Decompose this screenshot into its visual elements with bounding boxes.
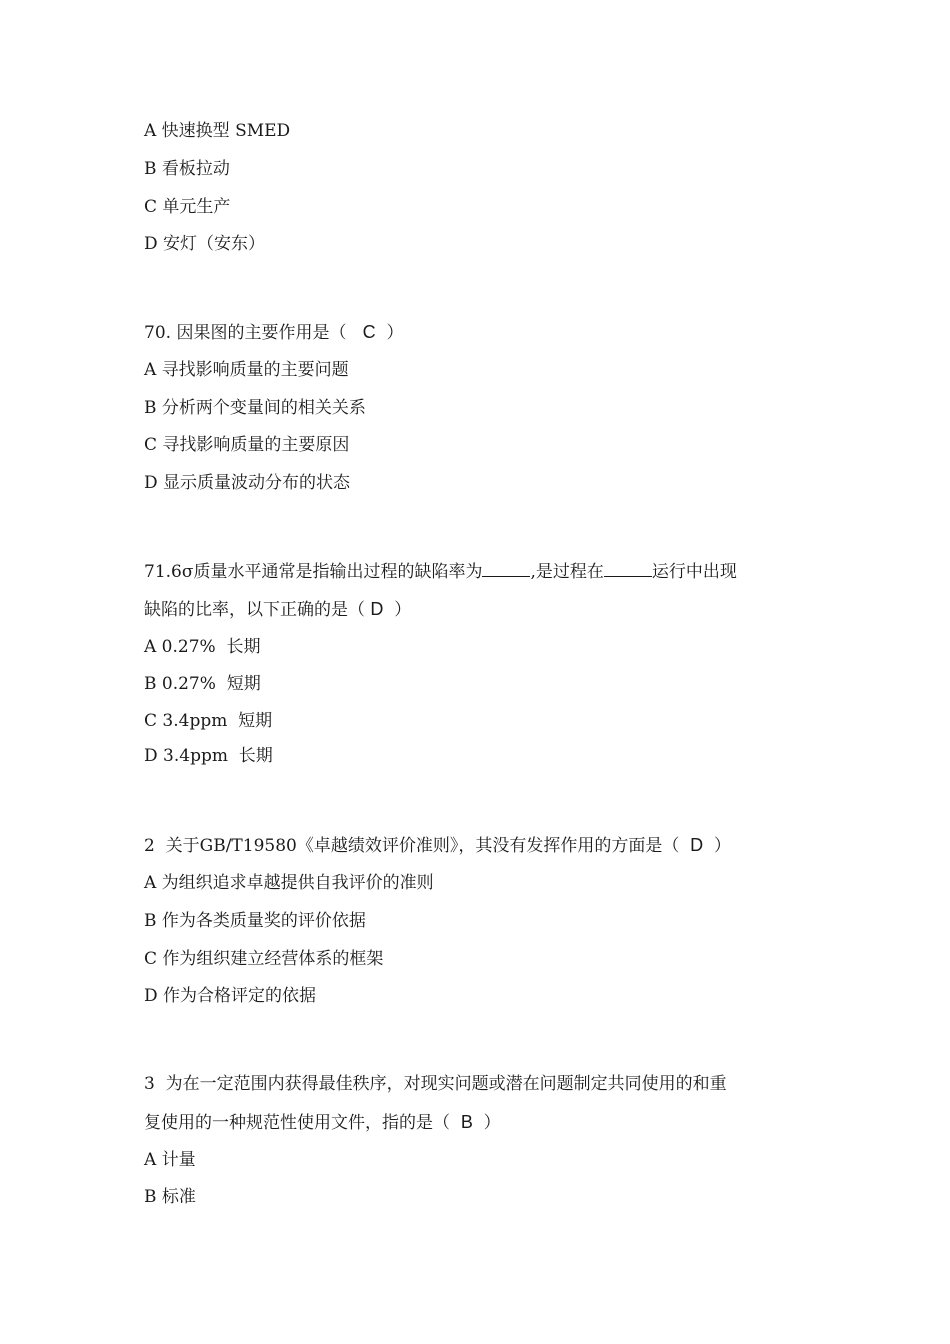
option-text: C 作为组织建立经营体系的框架 bbox=[144, 949, 384, 969]
question-text: 70. 因果图的主要作用是（ bbox=[144, 323, 347, 343]
question-stem bbox=[144, 321, 403, 344]
option-text: D 安灯（安东） bbox=[144, 234, 266, 254]
question-close-paren: ） bbox=[394, 600, 412, 620]
option-text: D 作为合格评定的依据 bbox=[144, 986, 317, 1006]
question-text: 复使用的一种规范性使用文件，指的是（ bbox=[144, 1113, 450, 1133]
answer-letter: D bbox=[370, 599, 384, 619]
question-stem bbox=[144, 598, 411, 621]
option-text: B 看板拉动 bbox=[144, 159, 230, 179]
option-text: A 快速换型 SMED bbox=[144, 121, 291, 141]
answer-letter: D bbox=[690, 835, 704, 855]
option-text: D 3.4ppm 长期 bbox=[144, 746, 273, 766]
question-stem bbox=[144, 834, 731, 857]
fill-blank bbox=[604, 560, 652, 577]
question-stem bbox=[144, 1073, 727, 1095]
question-close-paren: ） bbox=[483, 1113, 501, 1133]
option-text: C 寻找影响质量的主要原因 bbox=[144, 435, 350, 455]
answer-letter: C bbox=[362, 322, 376, 342]
option-text: B 0.27% 短期 bbox=[144, 674, 261, 694]
question-close-paren: ） bbox=[386, 323, 404, 343]
fill-blank bbox=[482, 560, 530, 577]
option-text: D 显示质量波动分布的状态 bbox=[144, 473, 351, 493]
option-text: B 标准 bbox=[144, 1187, 196, 1207]
question-text: 缺陷的比率，以下正确的是（ bbox=[144, 600, 365, 620]
answer-letter: B bbox=[460, 1112, 473, 1132]
question-close-paren: ） bbox=[713, 836, 731, 856]
option-text: C 单元生产 bbox=[144, 197, 231, 217]
question-stem bbox=[144, 560, 737, 583]
option-text: B 分析两个变量间的相关关系 bbox=[144, 398, 366, 418]
question-text: 3 为在一定范围内获得最佳秩序，对现实问题或潜在问题制定共同使用的和重 bbox=[144, 1074, 727, 1094]
question-text: 运行中出现 bbox=[651, 562, 737, 582]
option-text: A 寻找影响质量的主要问题 bbox=[144, 360, 349, 380]
question-text: 71.6σ质量水平通常是指输出过程的缺陷率为 bbox=[144, 562, 483, 582]
question-text: ,是过程在 bbox=[530, 562, 604, 582]
option-text: A 0.27% 长期 bbox=[144, 637, 261, 657]
question-stem bbox=[144, 1111, 501, 1134]
option-text: A 计量 bbox=[144, 1150, 196, 1170]
option-text: B 作为各类质量奖的评价依据 bbox=[144, 911, 366, 931]
option-text: A 为组织追求卓越提供自我评价的准则 bbox=[144, 873, 434, 893]
question-text: 2 关于GB/T19580《卓越绩效评价准则》，其没有发挥作用的方面是（ bbox=[144, 836, 680, 856]
option-text: C 3.4ppm 短期 bbox=[144, 711, 273, 731]
